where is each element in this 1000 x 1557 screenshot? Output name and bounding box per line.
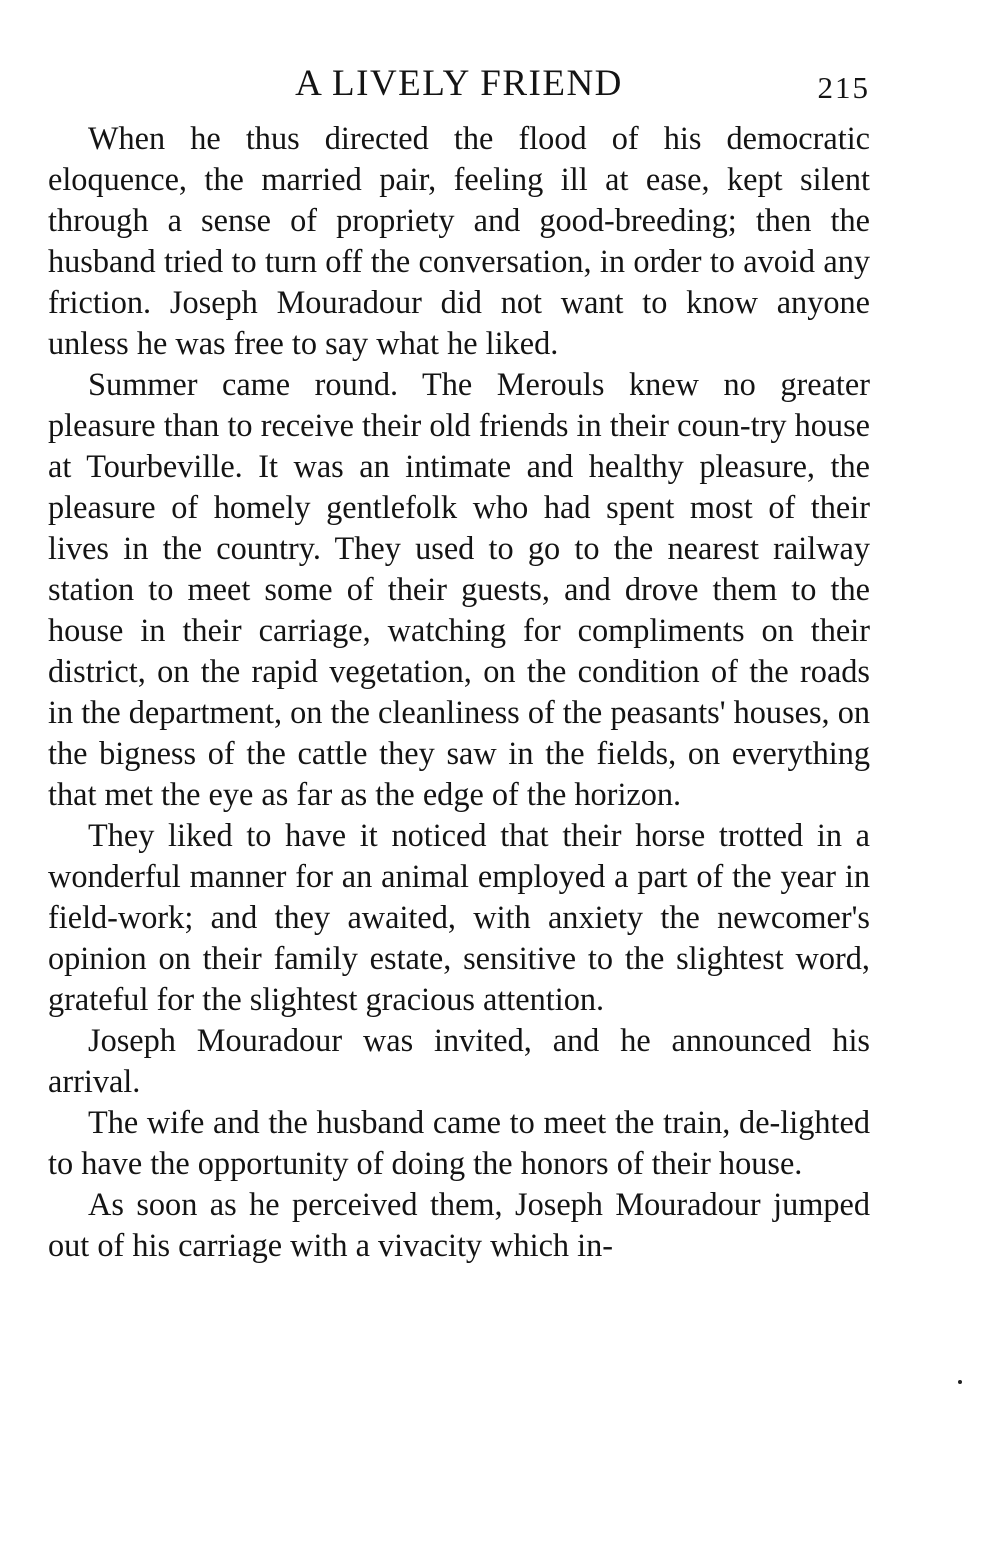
- paragraph-2: Summer came round. The Merouls knew no greater pleasure than to receive their old friends in their coun-try house at Tourbeville. It was an intimate and healthy pleasure, the pleasure of homely gentlefolk who had spent most of their lives in the country. They used to go to the nearest railway station to meet some of their guests, and drove them to the house in their carriage, watching for compliments on their district, on the rapid vegetation, on the condition of the roads in the department, on the cleanliness of the peasants' houses, on the bigness of the cattle they saw in the fields, on everything that met the eye as far as the edge of the horizon.: [48, 366, 870, 812]
- book-page: [48, 58, 870, 1266]
- paragraph-1: When he thus directed the flood of his democratic eloquence, the married pair, feeling ill at ease, kept silent through a sense of propriety and good-breeding; then the husband tried to turn off the conversation, in order to avoid any friction. Joseph Mouradour did not want to know anyone unless he was free to say what he liked.: [48, 120, 870, 361]
- scan-speck: [958, 1380, 962, 1384]
- page-number: 215: [817, 70, 870, 105]
- paragraph-6: As soon as he perceived them, Joseph Mouradour jumped out of his carriage with a vivacity which in-: [48, 1186, 870, 1263]
- running-head: [48, 58, 870, 118]
- chapter-title: A LIVELY FRIEND: [295, 63, 623, 104]
- paragraph-4: Joseph Mouradour was invited, and he announced his arrival.: [48, 1022, 870, 1099]
- paragraph-3: They liked to have it noticed that their horse trotted in a wonderful manner for an animal employed a part of the year in field-work; and they awaited, with anxiety the newcomer's opinion on their family estate, sensitive to the slightest word, grateful for the slightest gracious attention.: [48, 817, 870, 1017]
- paragraph-5: The wife and the husband came to meet the train, de-lighted to have the opportunity of doing the honors of their house.: [48, 1104, 870, 1181]
- body-text: [48, 118, 870, 1266]
